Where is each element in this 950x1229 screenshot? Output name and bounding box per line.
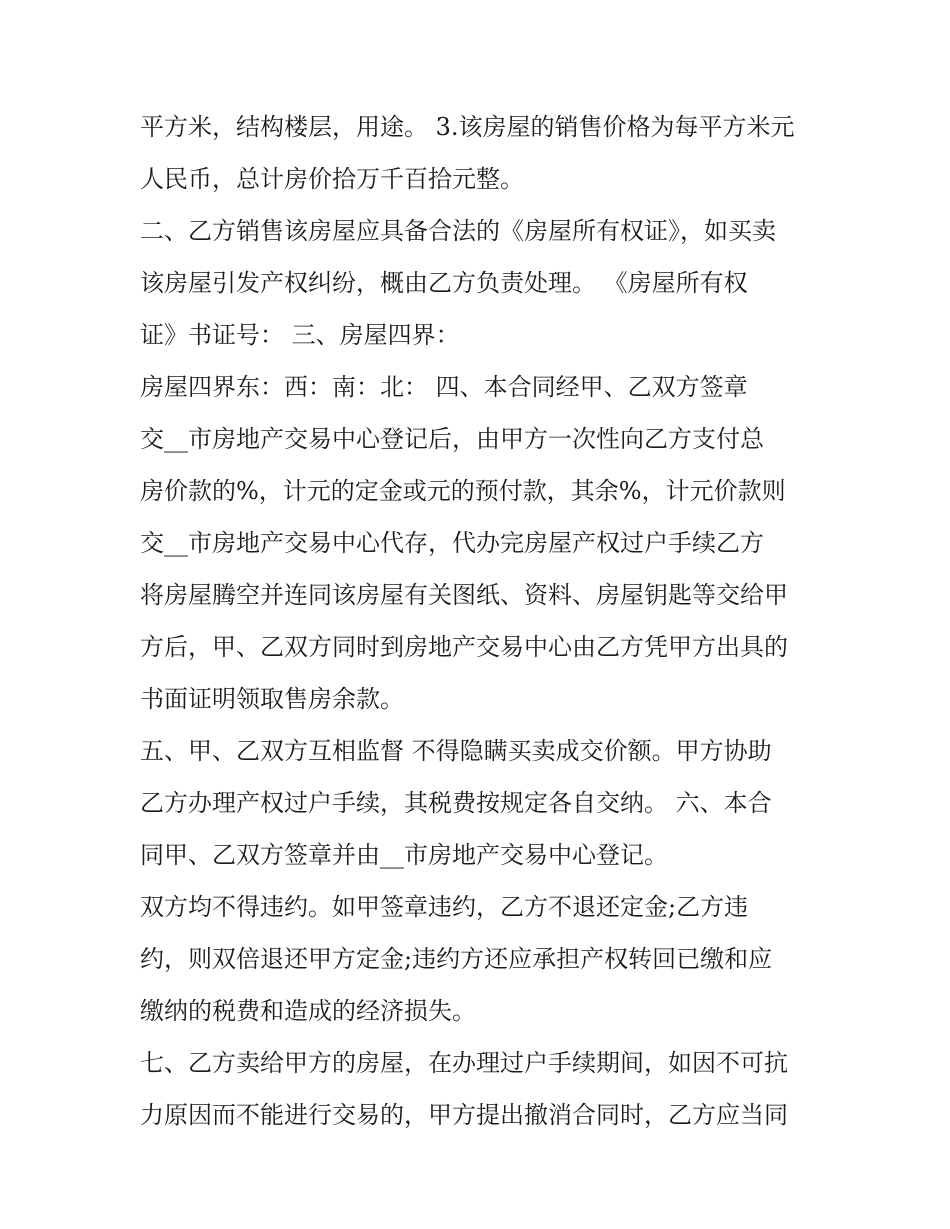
text-line: 约，则双倍退还甲方定金;违约方还应承担产权转回已缴和应 <box>140 945 773 973</box>
text-line: 房价款的%，计元的定金或元的预付款，其余%，计元价款则 <box>140 477 786 505</box>
text-line: 二、乙方销售该房屋应具备合法的《房屋所有权证》，如买卖 <box>140 217 776 245</box>
text-line: 五、甲、乙双方互相监督 不得隐瞒买卖成交价额。甲方协助 <box>140 737 772 765</box>
text-line: 房屋四界东：西：南：北： 四、本合同经甲、乙双方签章 <box>140 373 748 401</box>
text-line: 交__市房地产交易中心登记后，由甲方一次性向乙方支付总 <box>140 425 764 453</box>
text-line: 七、乙方卖给甲方的房屋，在办理过户手续期间，如因不可抗 <box>140 1049 788 1077</box>
text-line: 该房屋引发产权纠纷，概由乙方负责处理。 《房屋所有权 <box>140 269 748 297</box>
text-line: 方后，甲、乙双方同时到房地产交易中心由乙方凭甲方出具的 <box>140 633 788 661</box>
text-line: 证》书证号： 三、房屋四界： <box>140 321 460 349</box>
text-line: 力原因而不能进行交易的，甲方提出撤消合同时，乙方应当同 <box>140 1101 788 1129</box>
text-line: 同甲、乙双方签章并由__市房地产交易中心登记。 <box>140 841 668 869</box>
text-line: 书面证明领取售房余款。 <box>140 685 404 713</box>
text-line: 人民币，总计房价拾万千百拾元整。 <box>140 165 524 193</box>
text-line: 平方米，结构楼层，用途。 3.该房屋的销售价格为每平方米元 <box>140 113 795 141</box>
text-line: 缴纳的税费和造成的经济损失。 <box>140 997 476 1025</box>
text-line: 将房屋腾空并连同该房屋有关图纸、资料、房屋钥匙等交给甲 <box>140 581 788 609</box>
text-line: 双方均不得违约。如甲签章违约，乙方不退还定金;乙方违 <box>140 893 749 921</box>
text-line: 乙方办理产权过户手续，其税费按规定各自交纳。 六、本合 <box>140 789 772 817</box>
text-line: 交__市房地产交易中心代存，代办完房屋产权过户手续乙方 <box>140 529 764 557</box>
